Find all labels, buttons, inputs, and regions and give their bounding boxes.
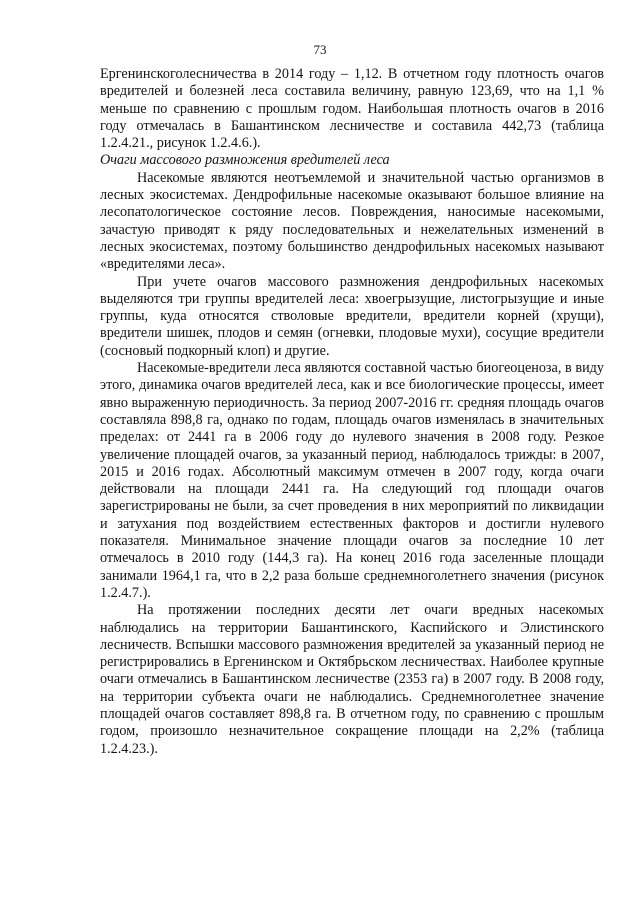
body-text (100, 66, 604, 758)
paragraph-insects: Насекомые являются неотъемлемой и значительной частью организмов в лесных экосистемах. Дендрофильные насекомые оказывают большое влияние на лесопатологическое состояние лесов. Повреждения, наносимые насекомыми, зачастую приводят к ряду последовательных и нежелательных изменений в лесных экосистемах, поэтому большинство дендрофильных насекомых называют «вредителями леса». (100, 169, 604, 273)
paragraph-pest-groups: При учете очагов массового размножения дендрофильных насекомых выделяются три группы вредителей леса: хвоегрызущие, листогрызущие и иные группы, куда относятся стволовые вредители, вредители корней (хрущи), вредители шишек, плодов и семян (огневки, плодовые мухи), сосущие вредители (сосновый подкорный клоп) и другие. (100, 273, 604, 359)
paragraph-dynamics: Насекомые-вредители леса являются составной частью биогеоценоза, в виду этого, динамика очагов вредителей леса, как и все биологические процессы, имеет явно выраженную периодичность. За период 2007-2016 гг. средняя площадь очагов составляла 898,8 га, однако по годам, площадь очагов изменялась в значительных пределах: от 2441 га в 2006 году до нулевого значения в 2008 году. Резкое увеличение площадей очагов, за указанный период, наблюдалось трижды: в 2007, 2015 и 2016 годах. Абсолютный максимум отмечен в 2007 году, когда очаги действовали на площади 2441 га. На следующий год площади очагов зарегистрированы не были, за счет проведения в них мероприятий по ликвидации и затухания под воздействием естественных факторов и достигли нулевого показателя. Минимальное значение площади очагов за последние 10 лет отмечалось в 2010 году (144,3 га). На конец 2016 года заселенные площади занимали 1964,1 га, что в 2,2 раза больше среднемноголетнего значения (рисунок 1.2.4.7.). (100, 360, 604, 601)
intro-paragraph: Ергенинскоголесничества в 2014 году – 1,12. В отчетном году плотность очагов вредителей и болезней леса составила величину, равную 123,69, что на 1,1 % меньше по сравнению с прошлым годом. Наибольшая плотность очагов в 2016 году отмечалась в Башантинском лесничестве и составила 442,73 (таблица 1.2.4.21., рисунок 1.2.4.6.). (100, 66, 604, 152)
section-heading: Очаги массового размножения вредителей леса (100, 152, 390, 169)
paragraph-forestries: На протяжении последних десяти лет очаги вредных насекомых наблюдались на территории Башантинского, Каспийского и Элистинского лесничеств. Вспышки массового размножения вредителей за указанный период не регистрировались в Ергенинском и Октябрьском лесничествах. Наиболее крупные очаги отмечались в Башантинском лесничестве (2353 га) в 2007 году. В 2008 году, на территории субъекта очаги не наблюдались. Среднемноголетнее значение площадей очагов составляет 898,8 га. В отчетном году, по сравнению с прошлым годом, произошло незначительное сокращение площади на 2,2% (таблица 1.2.4.23.). (100, 602, 604, 757)
page-number: 73 (313, 42, 327, 57)
